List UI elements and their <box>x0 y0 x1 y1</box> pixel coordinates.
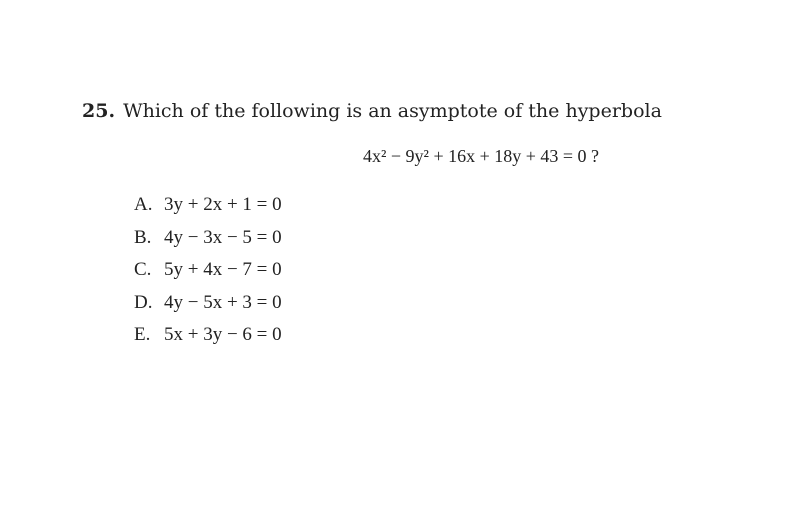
choice-e <box>134 322 282 355</box>
choice-letter: B. <box>134 226 152 248</box>
choice-c <box>134 257 282 290</box>
choice-letter: C. <box>134 259 152 280</box>
choice-text: 5y + 4x − 7 = 0 <box>164 259 282 280</box>
choice-a <box>134 192 282 225</box>
choice-text: 3y + 2x + 1 = 0 <box>164 194 282 215</box>
choice-text: 4y − 3x − 5 = 0 <box>164 226 282 248</box>
choice-b <box>134 225 282 258</box>
choice-text: 5x + 3y − 6 = 0 <box>164 324 282 345</box>
choice-d <box>134 290 282 323</box>
answer-choices <box>134 192 282 355</box>
question-number: 25. <box>82 100 116 122</box>
question-text: Which of the following is an asymptote of the hyperbola <box>123 100 662 122</box>
choice-letter: D. <box>134 291 153 313</box>
choice-text: 4y − 5x + 3 = 0 <box>164 291 282 313</box>
choice-letter: A. <box>134 194 153 215</box>
choice-letter: E. <box>134 324 151 345</box>
question-prompt <box>82 100 662 122</box>
hyperbola-equation: 4x² − 9y² + 16x + 18y + 43 = 0 ? <box>363 146 600 166</box>
